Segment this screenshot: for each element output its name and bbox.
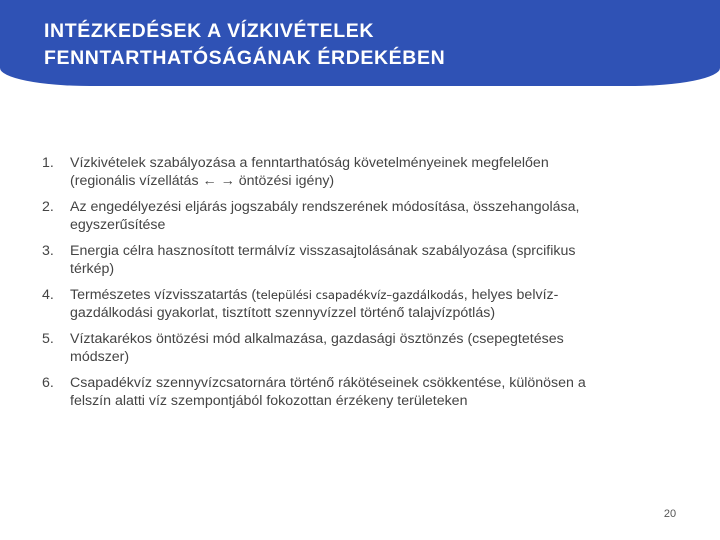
list-item-text-small: települési csapadékvíz–gazdálkodás [256,288,464,302]
measures-list [42,154,662,418]
list-item [42,198,662,234]
list-item [42,242,662,278]
list-item-text-post: , helyes belvíz- [463,287,559,303]
slide-title-line-1: INTÉZKEDÉSEK A VÍZKIVÉTELEK [44,20,375,42]
list-item [42,374,662,410]
slide-title [44,18,684,72]
list-item [42,330,662,366]
list-item-text-line-1: Vízkivételek szabályozása a fenntarthatóság követelményeinek megfelelően [70,155,549,171]
list-item-number: 1. [42,155,54,171]
slide-title-line-2: FENNTARTHATÓSÁGÁNAK ÉRDEKÉBEN [44,47,446,69]
list-item-text-line-1: Víztakarékos öntözési mód alkalmazása, gazdasági ösztönzés (csepegtetéses [70,331,564,347]
list-item-text-pre: Természetes vízvisszatartás ( [70,287,257,303]
list-item [42,154,662,190]
list-item-number: 6. [42,375,54,391]
list-item-text-line-1: Az engedélyezési eljárás jogszabály rendszerének módosítása, összehangolása, [70,199,580,215]
page-number: 20 [663,508,677,520]
title-banner [0,0,720,86]
list-item-text-line-1: Energia célra hasznosított termálvíz visszasajtolásának szabályozása (sprcifikus [70,243,576,259]
list-item-number: 4. [42,287,54,303]
list-item-text-line-2: gazdálkodási gyakorlat, tisztított szennyvízzel történő talajvízpótlás) [70,305,496,321]
list-item-text-line-1: Csapadékvíz szennyvízcsatornára történő rákötéseinek csökkentése, különösen a [70,375,586,391]
list-item-text-line-2: egyszerűsítése [70,217,166,233]
list-item-text-line-2: (regionális vízellátás ← → öntözési igény) [70,173,335,189]
list-item-number: 5. [42,331,54,347]
list-item-text-line-2: térkép) [70,261,115,277]
list-item-number: 3. [42,243,54,259]
list-item [42,286,662,322]
list-item-text-line-2: módszer) [70,349,130,365]
list-item-number: 2. [42,199,54,215]
list-item-text-line-2: felszín alatti víz szempontjából fokozottan érzékeny területeken [70,393,468,409]
